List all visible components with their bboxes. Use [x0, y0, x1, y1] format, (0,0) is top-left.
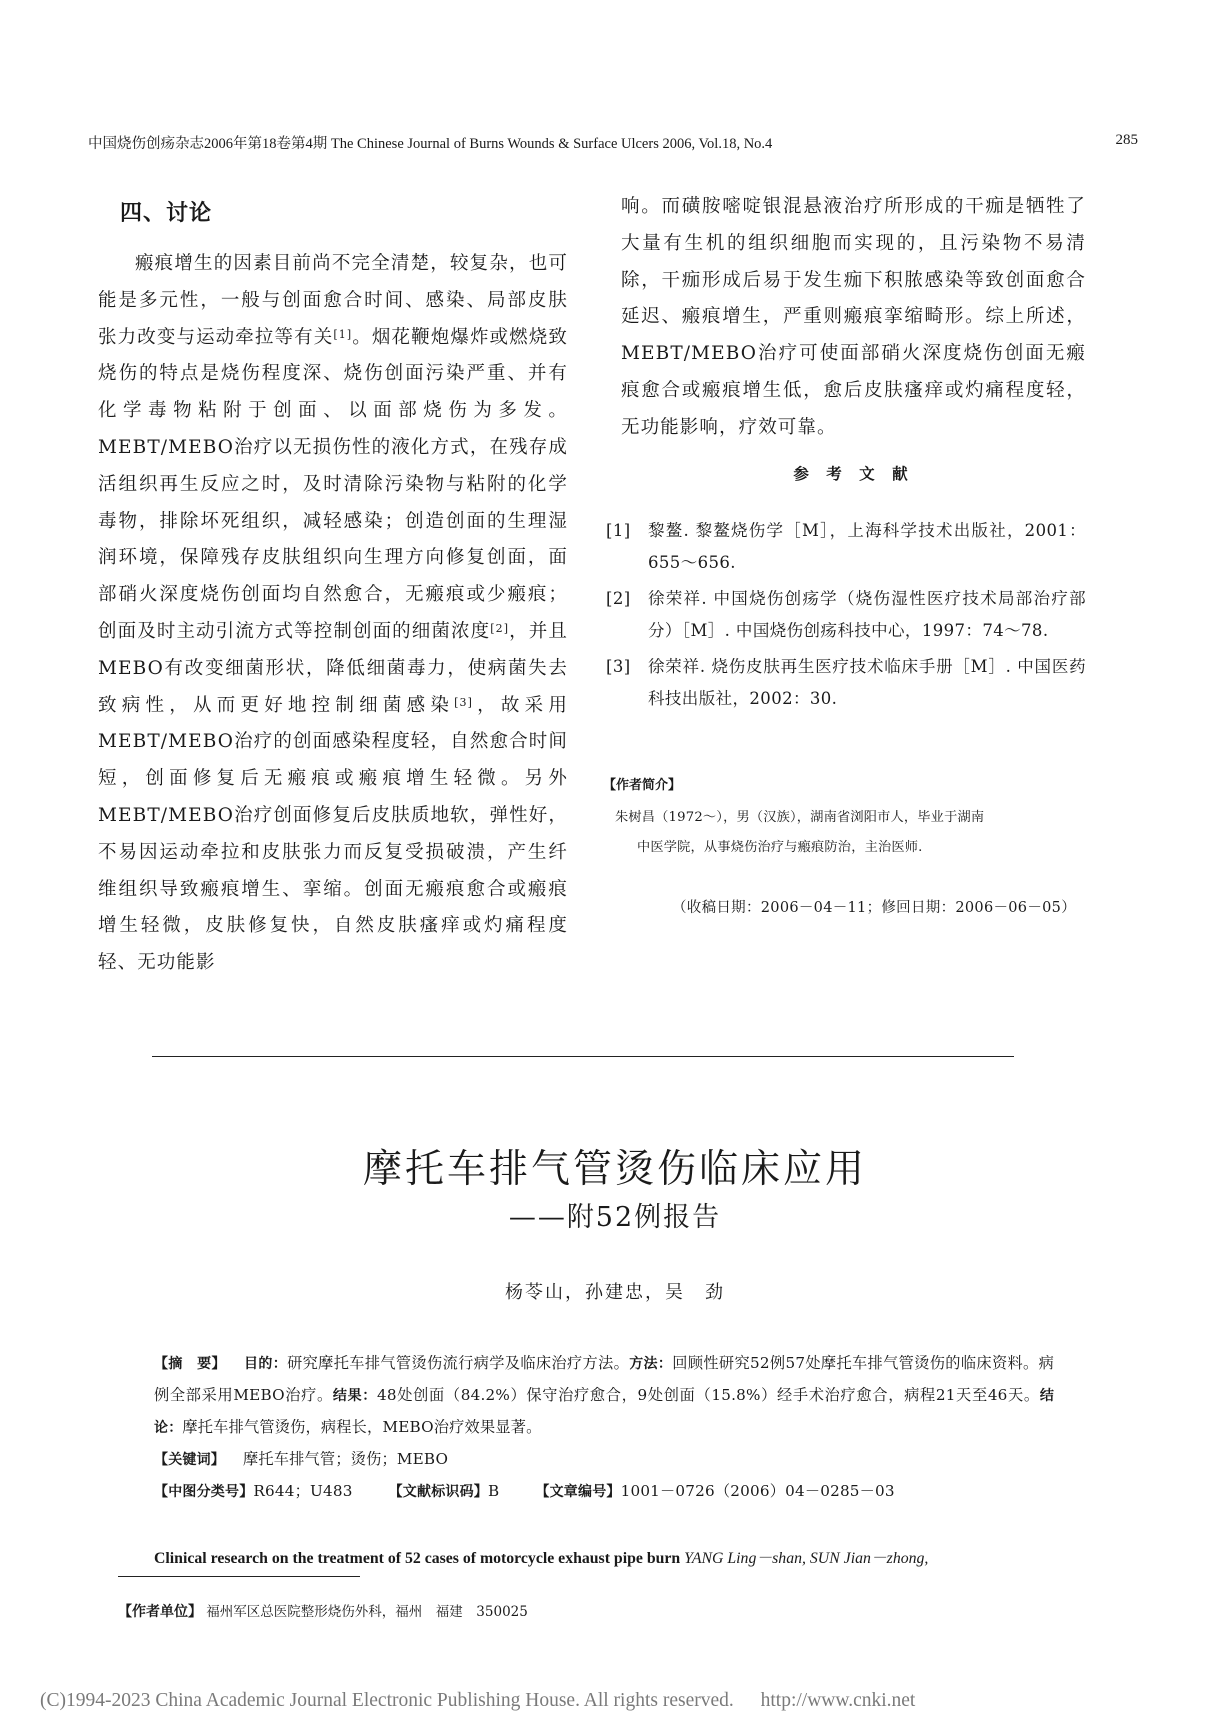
- reference-text: 黎鳌. 黎鳌烧伤学［M］，上海科学技术出版社，2001：655～656.: [648, 521, 1086, 572]
- author-bio-line-2: 中医学院，从事烧伤治疗与瘢痕防治，主治医师.: [637, 840, 923, 855]
- journal-header: 中国烧伤创疡杂志2006年第18卷第4期 The Chinese Journal of Burns Wounds & Surface Ulcers 2006, Vol.18, No.4: [88, 136, 773, 152]
- article-title: 摩托车排气管烫伤临床应用: [362, 1147, 867, 1192]
- references-heading: 参 考 文 献: [793, 465, 914, 483]
- discussion-right-column: [621, 189, 1086, 447]
- received-dates: （收稿日期：2006－04－11；修回日期：2006－06－05）: [671, 900, 1076, 916]
- cnki-link[interactable]: http://www.cnki.net: [760, 1690, 916, 1711]
- abstract-purpose: 研究摩托车排气管烫伤流行病学及临床治疗方法。: [287, 1354, 630, 1372]
- citation-3[interactable]: [3]: [454, 695, 474, 709]
- footnote-divider: [118, 1576, 360, 1577]
- abstract-method-label: 方法：: [629, 1356, 673, 1372]
- affiliation-label: 【作者单位】: [118, 1604, 202, 1620]
- abstract-result-label: 结果：: [332, 1388, 377, 1404]
- abstract-label: 【摘 要】: [154, 1356, 226, 1372]
- abstract-result: 48处创面（84.2%）保守治疗愈合，9处创面（15.8%）经手术治疗愈合，病程21天至46天。: [376, 1386, 1040, 1404]
- page-number: 285: [1115, 132, 1138, 148]
- reference-item: [606, 515, 1086, 579]
- reference-item: [606, 583, 1086, 647]
- article-subtitle: ——附52例报告: [508, 1202, 722, 1233]
- article-number-label: 【文章编号】: [535, 1484, 621, 1500]
- abstract-conclusion: 摩托车排气管烫伤，病程长，MEBO治疗效果显著。: [182, 1418, 542, 1436]
- citation-2[interactable]: [2]: [490, 621, 510, 635]
- article-divider: [152, 1056, 1014, 1057]
- cnki-footer: [40, 1690, 915, 1712]
- doc-code-label: 【文献标识码】: [388, 1484, 489, 1500]
- reference-text: 徐荣祥. 中国烧伤创疡学（烧伤湿性医疗技术局部治疗部分）［M］. 中国烧伤创疡科技中心，1997：74～78.: [648, 589, 1086, 640]
- citation-1[interactable]: [1]: [333, 327, 353, 341]
- references-list: [606, 515, 1086, 719]
- abstract: [154, 1348, 1054, 1444]
- author-affiliation: [118, 1600, 528, 1621]
- author-bio: [615, 803, 1085, 863]
- discussion-text-c: ，并且MEBO有改变细菌形状，降低细菌毒力，使病菌失去致病性，从而更好地控制细菌感染: [98, 620, 568, 716]
- abstract-block: [154, 1348, 1054, 1508]
- reference-number: [3]: [606, 657, 631, 676]
- article-number-value: 1001－0726（2006）04－0285－03: [620, 1482, 895, 1500]
- english-title-text: Clinical research on the treatment of 52 cases of motorcycle exhaust pipe burn: [154, 1550, 681, 1567]
- abstract-method: 回顾性研究52例57处摩托车排气管烫伤的临床资料。病例全部采用MEBO治疗。: [154, 1354, 1054, 1404]
- section-heading-discussion: 四、讨论: [120, 201, 213, 226]
- reference-text: 徐荣祥. 烧伤皮肤再生医疗技术临床手册［M］. 中国医药科技出版社，2002：30.: [648, 657, 1086, 708]
- discussion-paragraph: [98, 246, 568, 982]
- author-bio-label: 【作者简介】: [603, 778, 682, 793]
- clc-value: R644；U483: [253, 1482, 353, 1500]
- english-title: [154, 1545, 928, 1568]
- reference-number: [1]: [606, 521, 631, 540]
- abstract-purpose-label: 目的：: [243, 1356, 288, 1372]
- discussion-paragraph-continued: 响。而磺胺嘧啶银混悬液治疗所形成的干痂是牺牲了大量有生机的组织细胞而实现的，且污染物不易清除，干痂形成后易于发生痂下积脓感染等致创面愈合延迟、瘢痕增生，严重则瘢痕挛缩畸形。综上所述，MEBT/MEBO治疗可使面部硝火深度烧伤创面无瘢痕愈合或瘢痕增生低，愈后皮肤瘙痒或灼痛程度轻，无功能影响，疗效可靠。: [621, 196, 1086, 438]
- reference-number: [2]: [606, 589, 631, 608]
- keywords: [154, 1444, 1054, 1476]
- keywords-text: 摩托车排气管；烫伤；MEBO: [243, 1450, 449, 1468]
- discussion-text-a: 瘢痕增生的因素目前尚不完全清楚，较复杂，也可能是多元性，一般与创面愈合时间、感染、局部皮肤张力改变与运动牵拉等有关: [98, 253, 568, 348]
- discussion-text-b: 。烟花鞭炮爆炸或燃烧致烧伤的特点是烧伤程度深、烧伤创面污染严重、并有化学毒物粘附于创面、以面部烧伤为多发。MEBT/MEBO治疗以无损伤性的液化方式，在残存成活组织再生反应之时，及时清除污染物与粘附的化学毒物，排除坏死组织，减轻感染；创造创面的生理湿润环境，保障残存皮肤组织向生理方向修复创面，面部硝火深度烧伤创面均自然愈合，无瘢痕或少瘢痕；创面及时主动引流方式等控制创面的细菌浓度: [98, 326, 568, 642]
- discussion-left-column: [98, 246, 568, 982]
- affiliation-text: 福州军区总医院整形烧伤外科，福州 福建 350025: [206, 1604, 528, 1620]
- keywords-label: 【关键词】: [154, 1452, 225, 1468]
- doc-code-value: B: [488, 1482, 500, 1500]
- reference-item: [606, 651, 1086, 715]
- copyright-notice: (C)1994-2023 China Academic Journal Electronic Publishing House. All rights reserved.: [40, 1690, 734, 1711]
- abstract-conclusion-label: 结论：: [154, 1388, 1055, 1436]
- author-bio-line-1: 朱树昌（1972～），男（汉族），湖南省浏阳市人，毕业于湖南: [615, 810, 985, 825]
- clc-label: 【中图分类号】: [154, 1484, 254, 1500]
- classification-line: [154, 1476, 1054, 1508]
- english-authors: YANG Ling－shan, SUN Jian－zhong,: [684, 1550, 929, 1567]
- discussion-text-d: ，故采用MEBT/MEBO治疗的创面感染程度轻，自然愈合时间短，创面修复后无瘢痕或瘢痕增生轻微。另外MEBT/MEBO治疗创面修复后皮肤质地软，弹性好，不易因运动牵拉和皮肤张力而反复受损破溃，产生纤维组织导致瘢痕增生、挛缩。创面无瘢痕愈合或瘢痕增生轻微，皮肤修复快，自然皮肤瘙痒或灼痛程度轻、无功能影: [98, 694, 568, 974]
- article-authors: 杨苓山，孙建忠，吴 劲: [505, 1282, 725, 1303]
- running-header: [88, 132, 1138, 156]
